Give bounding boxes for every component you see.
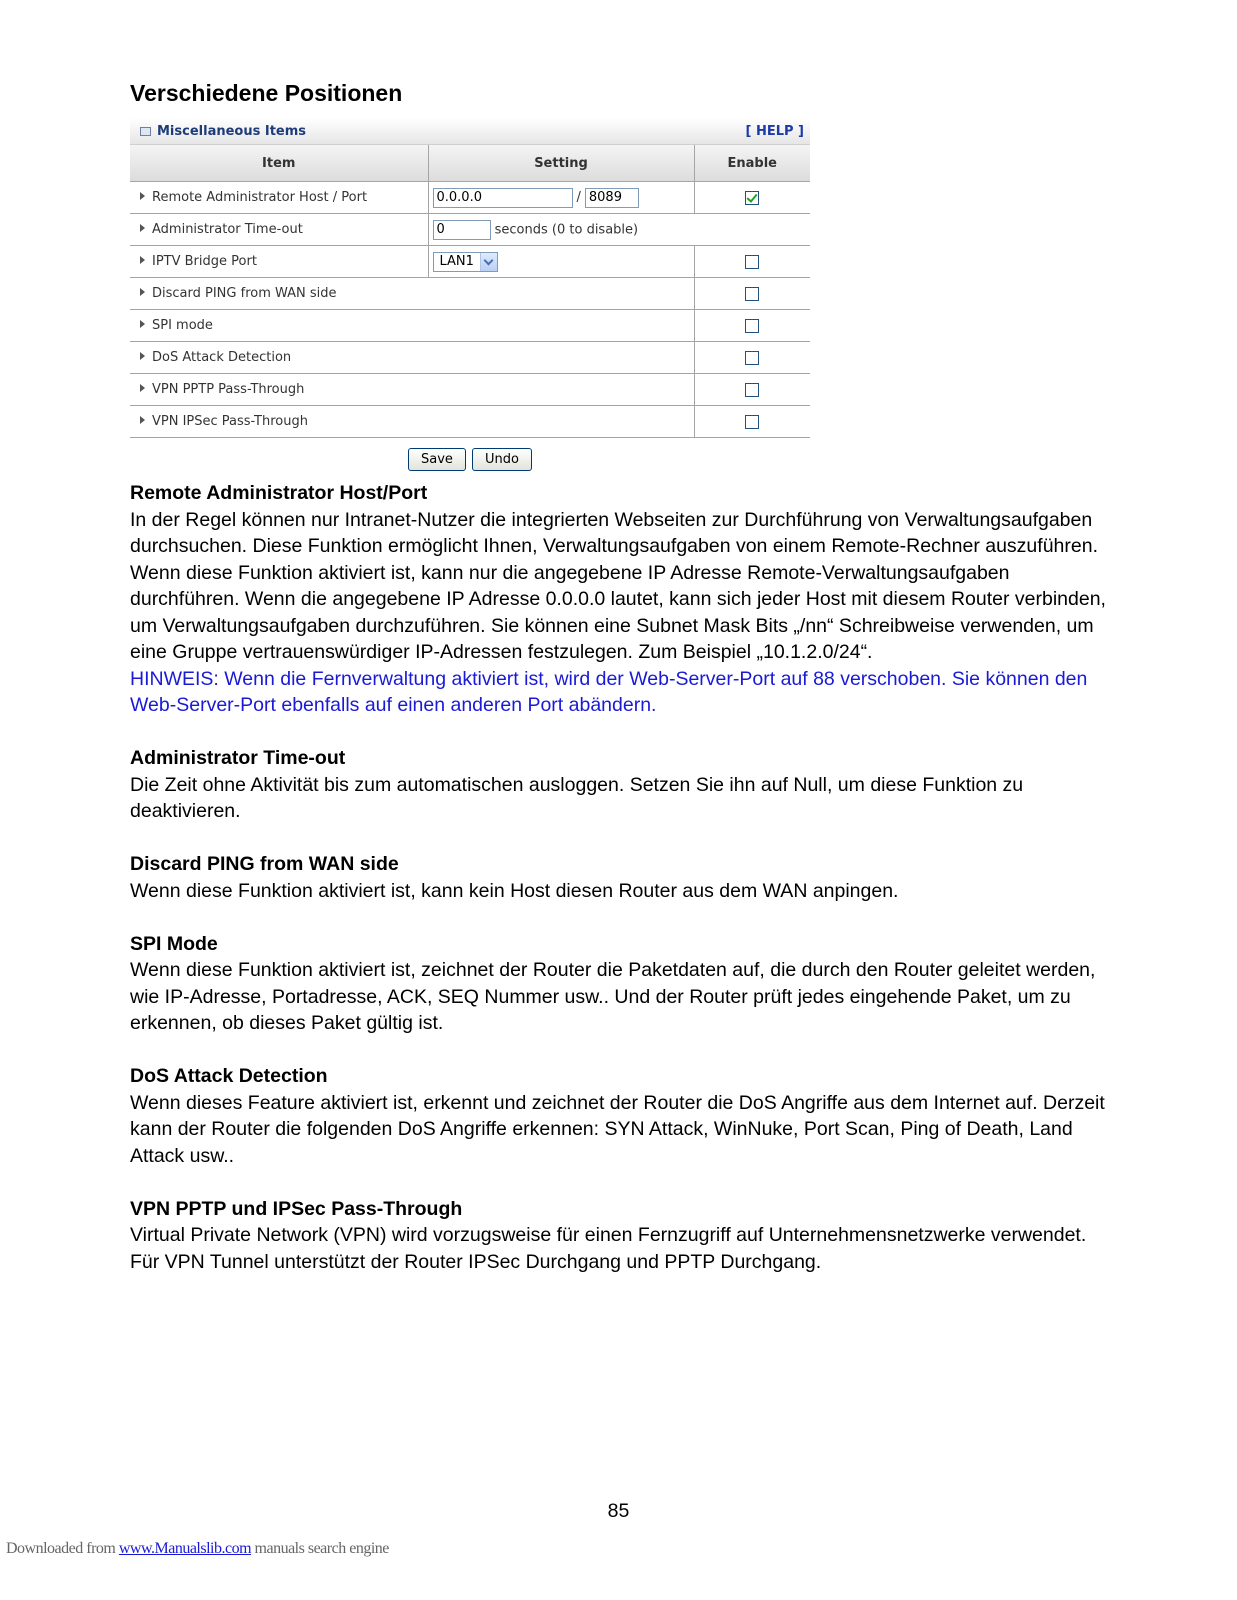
section-spi-mode bbox=[130, 931, 1110, 1037]
footer-prefix: Downloaded from bbox=[6, 1540, 119, 1557]
row-vpn-pptp bbox=[130, 374, 810, 406]
section-title: Discard PING from WAN side bbox=[130, 853, 399, 875]
download-footer bbox=[6, 1540, 389, 1558]
undo-button[interactable]: Undo bbox=[472, 448, 532, 471]
column-header-item: Item bbox=[130, 145, 428, 182]
document-body bbox=[130, 480, 1110, 1302]
panel-title bbox=[140, 124, 306, 139]
button-row bbox=[130, 438, 810, 471]
section-remote-admin bbox=[130, 480, 1110, 719]
section-title: SPI Mode bbox=[130, 932, 218, 955]
section-body: Wenn diese Funktion aktiviert ist, zeichnet der Router die Paketdaten auf, die durch den Router geleitet werden, wie IP-Adresse, Portadresse, ACK, SEQ Nummer usw.. Und der Router prüft jedes eingehende Paket, um zu erkennen, ob dieses Paket gültig ist. bbox=[130, 959, 1096, 1034]
discard-ping-label: Discard PING from WAN side bbox=[152, 286, 337, 301]
timeout-input[interactable] bbox=[433, 220, 491, 240]
section-vpn-passthrough bbox=[130, 1196, 1110, 1276]
remote-admin-enable-cell bbox=[694, 182, 810, 214]
footer-suffix: manuals search engine bbox=[251, 1540, 389, 1557]
section-title: DoS Attack Detection bbox=[130, 1065, 328, 1087]
timeout-setting bbox=[428, 214, 810, 246]
spi-enable-cell bbox=[694, 310, 810, 342]
row-iptv-bridge bbox=[130, 246, 810, 278]
section-title: Administrator Time-out bbox=[130, 747, 346, 769]
row-label bbox=[130, 278, 694, 310]
section-body: Wenn diese Funktion aktiviert ist, kann kein Host diesen Router aus dem WAN anpingen. bbox=[130, 879, 899, 902]
arrow-right-icon bbox=[140, 224, 145, 232]
table-header-row bbox=[130, 145, 810, 182]
discard-ping-checkbox[interactable] bbox=[745, 287, 759, 301]
page-number: 85 bbox=[607, 1500, 630, 1522]
section-note: HINWEIS: Wenn die Fernverwaltung aktiviert ist, wird der Web-Server-Port auf 88 verschoben. Sie können den Web-Server-Port ebenfalls auf einen anderen Port abändern. bbox=[130, 667, 1088, 716]
pptp-label: VPN PPTP Pass-Through bbox=[152, 382, 305, 397]
section-body: Virtual Private Network (VPN) wird vorzugsweise für einen Fernzugriff auf Unternehmensnetzwerke verwendet. Für VPN Tunnel unterstützt der Router IPSec Durchgang und PPTP Durchgang. bbox=[130, 1224, 1087, 1273]
dos-enable-cell bbox=[694, 342, 810, 374]
remote-host-input[interactable] bbox=[433, 188, 573, 208]
save-button[interactable]: Save bbox=[408, 448, 466, 471]
section-title: Remote Administrator Host/Port bbox=[130, 482, 428, 504]
row-label bbox=[130, 182, 428, 214]
help-link[interactable]: [ HELP ] bbox=[745, 123, 804, 139]
iptv-port-select[interactable] bbox=[433, 252, 498, 272]
section-discard-ping bbox=[130, 851, 1110, 904]
iptv-selected-value: LAN1 bbox=[439, 254, 474, 269]
pptp-enable-cell bbox=[694, 374, 810, 406]
timeout-suffix: seconds (0 to disable) bbox=[494, 222, 639, 237]
misc-items-panel bbox=[130, 118, 810, 471]
remote-admin-label: Remote Administrator Host / Port bbox=[152, 190, 368, 205]
panel-box-icon bbox=[140, 127, 151, 136]
arrow-right-icon bbox=[140, 288, 145, 296]
spi-checkbox[interactable] bbox=[745, 319, 759, 333]
iptv-label: IPTV Bridge Port bbox=[152, 254, 257, 269]
arrow-right-icon bbox=[140, 384, 145, 392]
panel-titlebar bbox=[130, 118, 810, 145]
pptp-checkbox[interactable] bbox=[745, 383, 759, 397]
panel-title-text: Miscellaneous Items bbox=[157, 123, 307, 139]
row-discard-ping bbox=[130, 278, 810, 310]
row-admin-timeout bbox=[130, 214, 810, 246]
row-label bbox=[130, 374, 694, 406]
section-body: In der Regel können nur Intranet-Nutzer die integrierten Webseiten zur Durchführung von Verwaltungsaufgaben durchsuchen. Diese Funktion ermöglicht Ihnen, Verwaltungsaufgaben von einem Remote-Rechner auszuführen. Wenn diese Funktion aktiviert ist, kann nur die angegebene IP Adresse Remote-Verwaltungsaufgaben durchführen. Wenn die angegebene IP Adresse 0.0.0.0 lautet, kann sich jeder Host mit diesem Router verbinden, um Verwaltungsaufgaben durchzuführen. Sie können eine Subnet Mask Bits „/nn“ Schreibweise verwenden, um eine Gruppe vertrauenswürdiger IP-Adressen festzulegen. Zum Beispiel „10.1.2.0/24“. bbox=[130, 508, 1106, 663]
row-label bbox=[130, 246, 428, 278]
section-body: Wenn dieses Feature aktiviert ist, erkennt und zeichnet der Router die DoS Angriffe aus dem Internet auf. Derzeit kann der Router die folgenden DoS Angriffe erkennen: SYN Attack, WinNuke, Port Scan, Ping of Death, Land Attack usw.. bbox=[130, 1091, 1105, 1167]
row-spi-mode bbox=[130, 310, 810, 342]
host-port-separator: / bbox=[576, 190, 581, 205]
dropdown-button[interactable] bbox=[480, 253, 497, 271]
arrow-right-icon bbox=[140, 352, 145, 360]
ipsec-label: VPN IPSec Pass-Through bbox=[152, 414, 308, 429]
page-title: Verschiedene Positionen bbox=[130, 80, 403, 106]
arrow-right-icon bbox=[140, 192, 145, 200]
discard-ping-enable-cell bbox=[694, 278, 810, 310]
section-body: Die Zeit ohne Aktivität bis zum automatischen ausloggen. Setzen Sie ihn auf Null, um diese Funktion zu deaktivieren. bbox=[130, 773, 1024, 822]
row-label bbox=[130, 406, 694, 438]
row-label bbox=[130, 342, 694, 374]
iptv-setting bbox=[428, 246, 694, 278]
arrow-right-icon bbox=[140, 320, 145, 328]
spi-label: SPI mode bbox=[152, 318, 213, 333]
dos-label: DoS Attack Detection bbox=[152, 350, 292, 365]
remote-port-input[interactable] bbox=[585, 188, 639, 208]
section-title: VPN PPTP und IPSec Pass-Through bbox=[130, 1197, 463, 1220]
dos-checkbox[interactable] bbox=[745, 351, 759, 365]
section-dos-detection bbox=[130, 1063, 1110, 1169]
remote-admin-enable-checkbox[interactable] bbox=[745, 191, 759, 205]
remote-admin-setting bbox=[428, 182, 694, 214]
manualslib-link[interactable]: www.Manualslib.com bbox=[118, 1540, 252, 1557]
row-remote-admin bbox=[130, 182, 810, 214]
row-label bbox=[130, 214, 428, 246]
ipsec-checkbox[interactable] bbox=[745, 415, 759, 429]
iptv-enable-checkbox[interactable] bbox=[745, 255, 759, 269]
row-dos-detection bbox=[130, 342, 810, 374]
column-header-enable: Enable bbox=[694, 145, 810, 182]
arrow-right-icon bbox=[140, 416, 145, 424]
ipsec-enable-cell bbox=[694, 406, 810, 438]
section-admin-timeout bbox=[130, 745, 1110, 825]
timeout-label: Administrator Time-out bbox=[152, 222, 303, 237]
arrow-right-icon bbox=[140, 256, 145, 264]
misc-items-table bbox=[130, 145, 810, 438]
row-vpn-ipsec bbox=[130, 406, 810, 438]
column-header-setting: Setting bbox=[428, 145, 694, 182]
iptv-enable-cell bbox=[694, 246, 810, 278]
chevron-down-icon bbox=[484, 255, 494, 265]
row-label bbox=[130, 310, 694, 342]
